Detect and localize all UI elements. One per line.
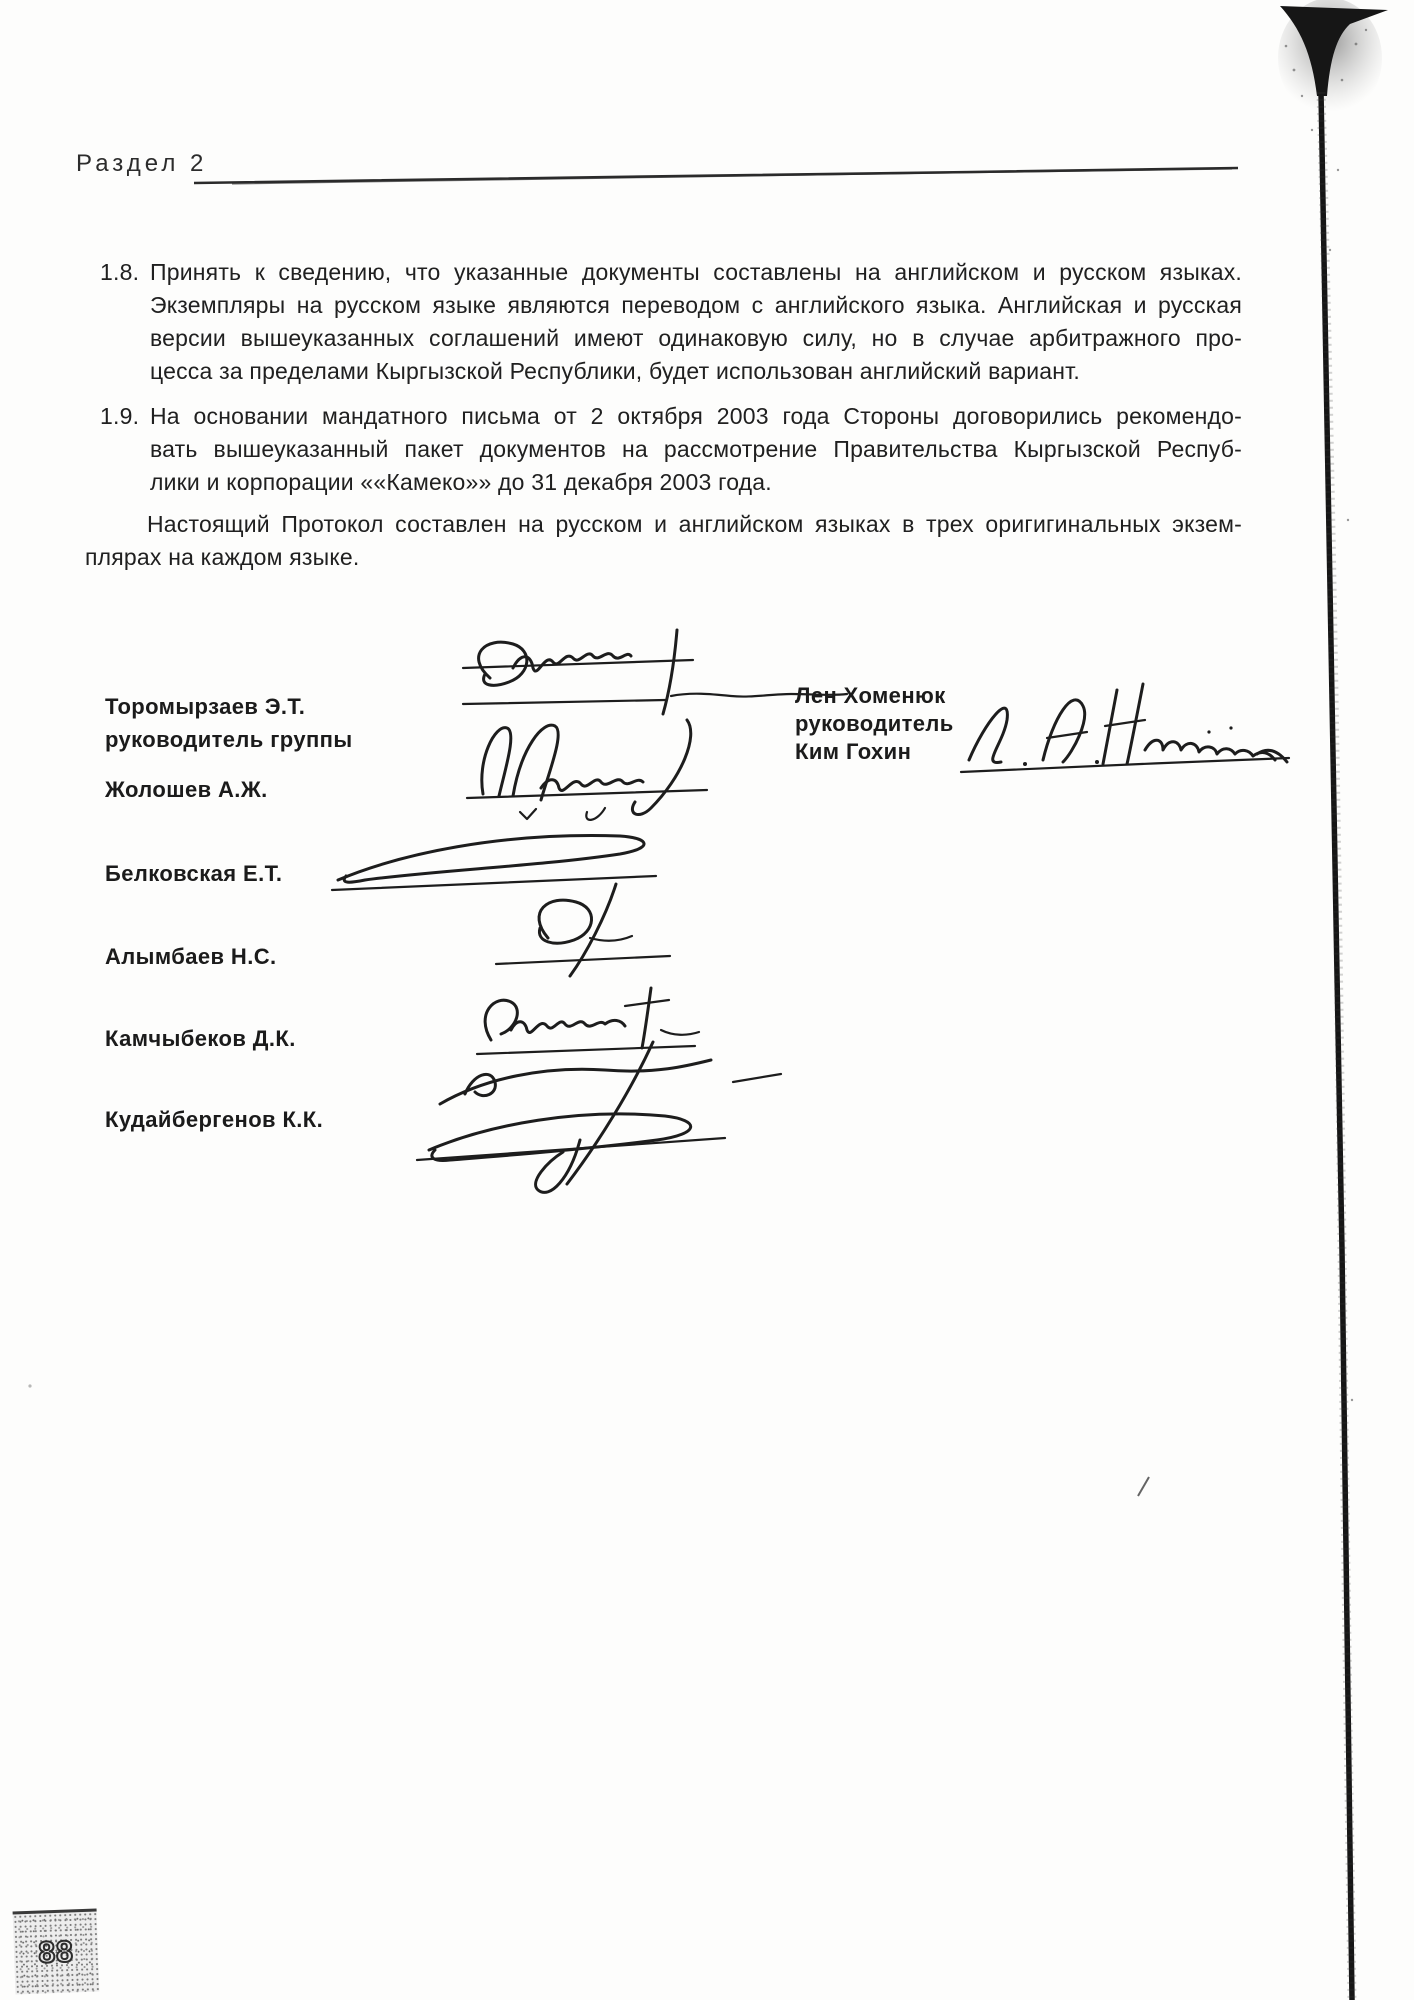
- signatory-title: руководитель: [795, 711, 954, 736]
- header-rule-line: [192, 164, 1242, 190]
- paragraph-number: 1.8.: [100, 259, 140, 285]
- signature-scribble-toromyrzaev: [435, 628, 865, 718]
- signatory-name: Торомырзаев Э.Т.: [105, 694, 306, 719]
- signatory-kamchybekov: Камчыбеков Д.К.: [105, 1026, 296, 1051]
- section-header: Раздел 2: [76, 150, 208, 177]
- paragraph-1-8: [100, 256, 1242, 388]
- paragraph-line: плярах на каждом языке.: [85, 544, 360, 570]
- page-number: 88: [37, 1935, 75, 1970]
- paragraph-number: 1.9.: [100, 403, 140, 429]
- paragraph-line: версии вышеуказанных соглашений имеют одинаковую силу, но в случае арбитражного про-: [150, 325, 1242, 351]
- paragraph-line: лики и корпорации ««Камеко»» до 31 декабря 2003 года.: [150, 469, 772, 495]
- signatory-toromyrzaev: [105, 690, 353, 756]
- paragraph-1-9: [100, 400, 1242, 499]
- paragraph-line: цесса за пределами Кыргызской Республики, будет использован английский вариант.: [150, 358, 1080, 384]
- closing-paragraph: [85, 508, 1242, 574]
- stray-speck: [28, 1384, 31, 1387]
- signatory-name: Ким Гохин: [795, 739, 912, 764]
- paragraph-line: Экземпляры на русском языке являются переводом с английского языка. Английская и русская: [150, 292, 1242, 318]
- signatory-title: руководитель группы: [105, 727, 353, 752]
- signature-scribble-kudaibergenov: [395, 1038, 795, 1208]
- paragraph-line: Принять к сведению, что указанные документы составлены на английском и русском языках.: [150, 259, 1242, 285]
- scan-funnel: [1280, 6, 1388, 96]
- signatory-alymbaev: Алымбаев Н.С.: [105, 944, 277, 969]
- paragraph-line: вать вышеуказанный пакет документов на рассмотрение Правительства Кыргызской Респуб-: [150, 436, 1242, 462]
- signatory-kudaibergenov: Кудайбергенов К.К.: [105, 1107, 324, 1132]
- paragraph-line: На основании мандатного письма от 2 октября 2003 года Стороны договорились рекомендо-: [150, 403, 1242, 429]
- scan-edge-line: [1321, 92, 1352, 2000]
- signatory-belkovskaya: Белковская Е.Т.: [105, 861, 283, 886]
- signatory-zholoshev: Жолошев А.Ж.: [105, 777, 268, 802]
- paragraph-line: Настоящий Протокол составлен на русском и английском языках в трех оригигинальных экзем-: [147, 511, 1242, 537]
- stray-tick-mark: [1138, 1477, 1149, 1496]
- signature-scribble-alymbaev: [478, 878, 688, 983]
- page-number-badge: [13, 1909, 100, 1995]
- scan-spray: [1278, 0, 1382, 118]
- signature-homeniuk: [945, 662, 1295, 792]
- signatory-name: Лен Хоменюк: [795, 683, 946, 708]
